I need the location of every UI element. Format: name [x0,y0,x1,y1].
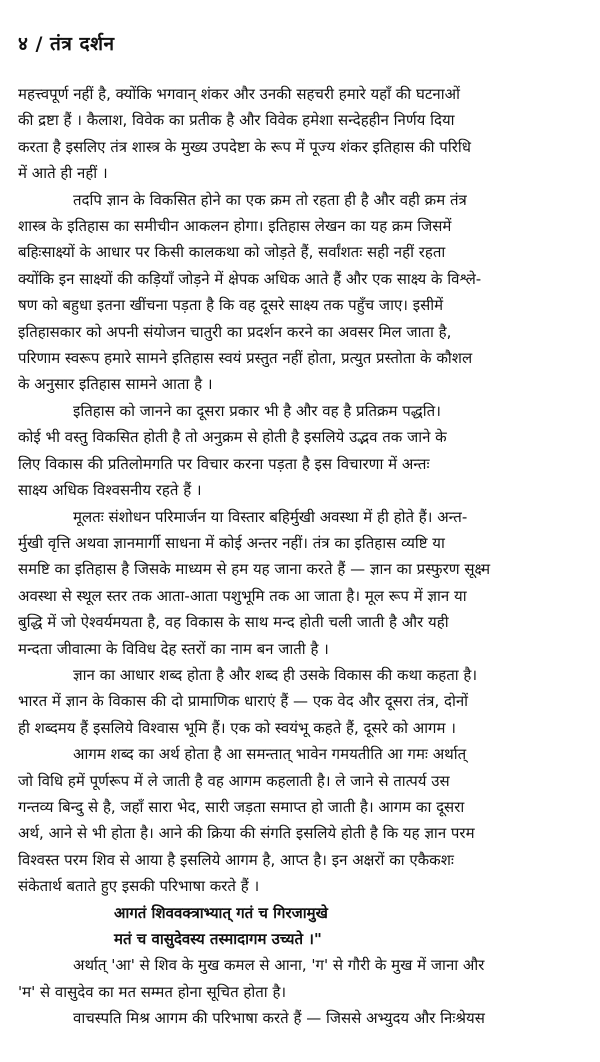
text-line: षण को बहुधा इतना खींचना पड़ता है कि वह दूसरे साक्ष्य तक पहुँच जाए। इसीमें [18,296,444,315]
text-line: कोई भी वस्तु विकसित होती है तो अनुक्रम से होती है इसलिये उद्भव तक जाने के [18,428,447,447]
paragraph [18,1005,586,1031]
text-line: के अनुसार इतिहास सामने आता है । [18,375,213,394]
text-line: परिणाम स्वरूप हमारे सामने इतिहास स्वयं प्रस्तुत नहीं होता, प्रत्युत प्रस्तोता के कौशल [18,349,473,368]
text-line: साक्ष्य अधिक विश्वसनीय रहते हैं । [18,481,202,500]
paragraph [18,81,586,187]
paragraph [18,398,586,504]
text-line: लिए विकास की प्रतिलोमगति पर विचार करना पड़ता है इस विचारणा में अन्तः [18,454,430,473]
text-line: संकेतार्थ बताते हुए इसकी परिभाषा करते हैं । [18,877,260,896]
text-line: अर्थ, आने से भी होता है। आने की क्रिया की संगति इसलिये होती है कि यह ज्ञान परम [18,824,475,843]
text-line: बहिःसाक्ष्यों के आधार पर किसी कालकथा को जोड़ते हैं, सर्वांशतः सही नहीं रहता [18,243,446,262]
text-line: क्योंकि इन साक्ष्यों की कड़ियाँ जोड़ने में क्षेपक अधिक आते हैं और एक साक्ष्य के विश्ले- [18,269,482,288]
text-line: र्मुखी वृत्ति अथवा ज्ञानमार्गी साधना में कोई अन्तर नहीं। तंत्र का इतिहास व्यष्टि या [18,533,445,552]
text-line: में आते ही नहीं । [18,164,108,183]
text-line: की द्रष्टा हैं । कैलाश, विवेक का प्रतीक है और विवेक हमेशा सन्देहहीन निर्णय दिया [18,111,455,130]
text-line: गन्तव्य बिन्दु से है, जहाँ सारा भेद, सारी जड़ता समाप्त हो जाती है। आगम का दूसरा [18,797,465,816]
text-line: शास्त्र के इतिहास का समीचीन आकलन होगा। इतिहास लेखन का यह क्रम जिसमें [18,217,452,236]
text-line: 'म' से वासुदेव का मत सम्मत होना सूचित होता है। [18,982,287,1001]
text-line: भारत में ज्ञान के विकास की दो प्रामाणिक धाराएं हैं — एक वेद और दूसरा तंत्र, दोनों [18,692,469,711]
text-line: विश्वस्त परम शिव से आया है इसलिये आगम है, आप्त है। इन अक्षरों का एकैकशः [18,850,454,869]
paragraph [18,741,586,899]
text-line: मूलतः संशोधन परिमार्जन या विस्तार बहिर्मुखी अवस्था में ही होते हैं। अन्त- [73,507,468,526]
text-line: जो विधि हमें पूर्णरूप में ले जाती है वह आगम कहलाती है। ले जाने से तात्पर्य उस [18,771,450,790]
verse-line: मतं च वासुदेवस्य तस्मादागम उच्यते ।" [114,930,322,948]
sanskrit-verse [18,900,586,953]
text-line: बुद्धि में जो ऐश्वर्यमयता है, वह विकास के साथ मन्द होती चली जाती है और यही [18,613,449,632]
text-line: ही शब्दमय हैं इसलिये विश्वास भूमि हैं। एक को स्वयंभू कहते हैं, दूसरे को आगम । [18,718,456,737]
paragraph [18,952,586,1005]
paragraph [18,662,586,741]
paragraph [18,504,586,662]
text-line: मन्दता जीवात्मा के विविध देह स्तरों का नाम बन जाती है । [18,639,329,658]
text-line: इतिहास को जानने का दूसरा प्रकार भी है और वह है प्रतिक्रम पद्धति। [73,401,441,420]
text-line: करता है इसलिए तंत्र शास्त्र के मुख्य उपदेष्टा के रूप में पूज्य शंकर इतिहास की परिधि [18,137,471,156]
text-line: समष्टि का इतिहास है जिसके माध्यम से हम यह जाना करते हैं — ज्ञान का प्रस्फुरण सूक्ष्म [18,560,491,579]
text-line: आगम शब्द का अर्थ होता है आ समन्तात् भावेन गमयतीति आ गमः अर्थात् [73,745,467,764]
verse-line: आगतं शिववक्त्राभ्यात् गतं च गिरजामुखे [114,903,328,922]
text-line: तदपि ज्ञान के विकसित होने का एक क्रम तो रहता ही है और वही क्रम तंत्र [73,190,467,209]
page-header: ४ / तंत्र दर्शन [18,33,115,55]
text-line: अवस्था से स्थूल स्तर तक आता-आता पशुभूमि तक आ जाता है। मूल रूप में ज्ञान या [18,586,467,605]
paragraph [18,187,586,398]
text-line: वाचस्पति मिश्र आगम की परिभाषा करते हैं — जिससे अभ्युदय और निःश्रेयस [73,1009,485,1028]
text-line: महत्त्वपूर्ण नहीं है, क्योंकि भगवान् शंकर और उनकी सहचरी हमारे यहाँ की घटनाओं [18,85,460,103]
body-text [18,81,586,1032]
text-line: इतिहासकार को अपनी संयोजन चातुरी का प्रदर्शन करने का अवसर मिल जाता है, [18,322,452,341]
text-line: अर्थात् 'आ' से शिव के मुख कमल से आना, 'ग' से गौरी के मुख में जाना और [73,956,485,975]
text-line: ज्ञान का आधार शब्द होता है और शब्द ही उसके विकास की कथा कहता है। [73,665,478,684]
